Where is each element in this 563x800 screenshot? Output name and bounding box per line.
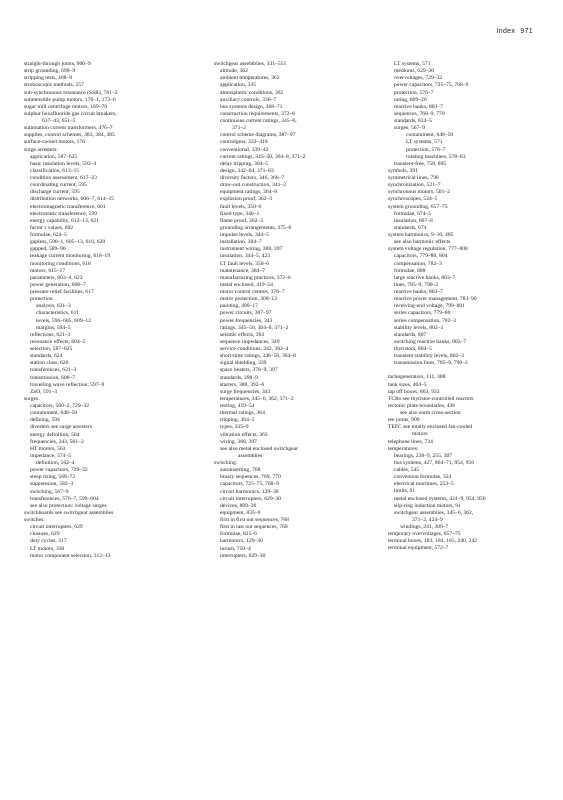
index-subentry: impedance, 574–5 bbox=[30, 452, 72, 459]
index-subentry: formulae, 624–5 bbox=[30, 232, 67, 238]
running-header bbox=[494, 28, 533, 35]
index-subentry: flame proof, 362–3 bbox=[220, 217, 264, 224]
index-subentry: formulae, 808 bbox=[394, 267, 426, 274]
index-subentry: first in last out sequences, 768 bbox=[220, 524, 288, 531]
index-subentry: explosion proof, 362–3 bbox=[220, 196, 273, 203]
index-subentry: transferences, 621–3 bbox=[30, 367, 77, 374]
index-subentry: altitude, 362 bbox=[220, 68, 248, 75]
index-entry: surges: bbox=[24, 395, 40, 402]
index-subentry: LT systems, 571 bbox=[406, 139, 443, 146]
index-subentry: power capacitors, 725–75, 768–9 bbox=[394, 82, 469, 89]
index-subentry: power frequencies, 343 bbox=[220, 317, 273, 324]
index-subentry: circuit interrupters, 629–30 bbox=[220, 495, 282, 502]
index-subentry: stability levels, 802–3 bbox=[394, 324, 444, 331]
index-subentry: rotating machines, 578–83 bbox=[406, 153, 466, 160]
index-entry: surface-cooled motors, 176 bbox=[24, 139, 86, 146]
index-entry: symbols, 391 bbox=[388, 167, 418, 174]
index-entry: telephone lines, 734 bbox=[388, 438, 433, 445]
index-subentry: design, 342–64, 371–83 bbox=[220, 167, 274, 174]
index-subentry: switchgear assemblies, 345–6, 362, bbox=[394, 509, 474, 516]
index-subentry: power capacitors, 729–32 bbox=[30, 467, 88, 474]
index-subentry: signal shielding, 339 bbox=[220, 360, 267, 367]
index-subentry: reactive banks, 803–7 bbox=[394, 289, 443, 295]
index-subentry: series capacitors, 779–80 bbox=[394, 310, 451, 317]
index-subentry: containment, 648–50 bbox=[30, 410, 78, 417]
index-subentry: surge frequencies, 343 bbox=[220, 388, 271, 395]
index-subentry: service conditions, 342, 362–4 bbox=[220, 346, 289, 352]
index-subentry: short-time ratings, 346–50, 364–8 bbox=[220, 353, 296, 360]
index-subentry: vibration effects, 363 bbox=[220, 431, 268, 438]
index-subentry: conventional, 339–42 bbox=[220, 146, 269, 153]
index-subentry: metal enclosed systems, 424–9, 954, 956 bbox=[394, 495, 486, 502]
index-entry: synchroscopes, 524–5 bbox=[388, 196, 438, 203]
index-subentry: thermal ratings, 364 bbox=[220, 410, 265, 417]
index-column-1 bbox=[24, 61, 194, 560]
index-entry: sulphur hexafluoride gas circuit breakers, bbox=[24, 110, 117, 117]
index-subentry: selection, 587–625 bbox=[30, 346, 73, 352]
index-subentry: LT motors, 330 bbox=[30, 545, 65, 552]
index-subentry: electrostatic transference, 599 bbox=[30, 210, 97, 217]
index-subentry: bus systems design, 368–71 bbox=[220, 103, 283, 110]
index-subentry: bearings, 238–9, 255, 307 bbox=[394, 452, 453, 459]
index-subentry: compensation, 782–3 bbox=[394, 260, 442, 267]
index-subentry: thyristors, 804–5 bbox=[394, 346, 432, 352]
index-subentry: 371–2, 424–9 bbox=[412, 516, 443, 523]
index-subentry: starters, 388, 392–6 bbox=[220, 381, 265, 388]
index-subentry: inrush, 750–4 bbox=[220, 545, 251, 552]
index-subentry: coordinating current, 595 bbox=[30, 182, 87, 189]
index-subentry: see also harmonic effects bbox=[394, 239, 451, 246]
index-subentry: lines, 785–9, 790–2 bbox=[394, 281, 439, 288]
index-entry: supplies, control schemes, 383, 384, 385 bbox=[24, 132, 115, 139]
index-subentry: transferences, 576–7, 599–604 bbox=[30, 495, 99, 502]
index-subentry: protection, 576–7 bbox=[394, 89, 434, 96]
index-subentry: electrical machines, 253–5 bbox=[394, 481, 454, 488]
index-subentry: conversion formulae, 324 bbox=[394, 474, 452, 481]
index-entry: switches: bbox=[24, 517, 45, 523]
index-entry: surge arresters: bbox=[24, 146, 58, 153]
index-column-3 bbox=[388, 61, 548, 553]
index-subentry: equipment, 835–6 bbox=[220, 509, 261, 516]
index-subentry: see also earth cross-section bbox=[400, 410, 461, 417]
running-header-label: Index bbox=[496, 28, 516, 35]
index-entry: tee joints, 909 bbox=[388, 417, 420, 424]
index-entry: summation current transformers, 476–7 bbox=[24, 125, 113, 132]
index-entry: switchboards see switchgear assemblies bbox=[24, 509, 114, 516]
index-subentry: energy capability, 612–13, 621 bbox=[30, 217, 99, 224]
index-subentry: installation, 384–7 bbox=[220, 239, 262, 246]
index-subentry: gapped, 589–90 bbox=[30, 246, 66, 253]
index-subentry: equipment ratings, 364–8 bbox=[220, 189, 278, 196]
index-subentry: auxiliary controls, 336–7 bbox=[220, 96, 277, 103]
index-subentry: gapless, 590–1, 605–13, 616, 620 bbox=[30, 239, 106, 246]
index-subentry: diversity factors, 346, 366–7 bbox=[220, 175, 285, 181]
index-subentry: fixed type, 340–1 bbox=[220, 210, 260, 217]
index-entry: stroboscopic methods, 257 bbox=[24, 82, 84, 89]
index-subentry: overvoltages, 729–32 bbox=[394, 75, 443, 82]
index-subentry: application, 587–625 bbox=[30, 153, 78, 160]
index-subentry: duty cycles, 317 bbox=[30, 538, 67, 545]
index-subentry: fault levels, 350–6 bbox=[220, 203, 262, 210]
index-entry: TCRs see thyristor-controlled reactors bbox=[388, 395, 474, 402]
index-entry: terminal boxes, 183, 184, 185, 240, 242 bbox=[388, 538, 478, 545]
page-number: 971 bbox=[520, 28, 533, 35]
index-subentry: switching, 567–9 bbox=[30, 488, 69, 495]
index-column-2 bbox=[214, 61, 369, 560]
index-subentry: motor protection, 308–12 bbox=[220, 296, 278, 303]
index-subentry: basic insulation levels, 593–4 bbox=[30, 160, 97, 167]
index-entry: system harmonics, 9–10, 485 bbox=[388, 232, 454, 238]
index-subentry: application, 335 bbox=[220, 82, 257, 89]
index-subentry: protection, 576–7 bbox=[406, 146, 446, 153]
index-entry: stripping tests, 408–9 bbox=[24, 75, 73, 82]
index-subentry: ambient temperatures, 362 bbox=[220, 75, 280, 82]
index-entry: temperatures: bbox=[388, 445, 419, 452]
index-entry: symmetrical lines, 798 bbox=[388, 175, 439, 181]
index-subentry: HT motors, 563 bbox=[30, 445, 66, 452]
index-subentry: parameters, 603–4, 623 bbox=[30, 274, 83, 281]
index-subentry: surges, 567–9 bbox=[394, 125, 425, 132]
index-subentry: large reactive banks, 803–7 bbox=[394, 274, 456, 281]
index-subentry: transmission, 606–7 bbox=[30, 374, 76, 381]
index-subentry: resonance effects, 604–5 bbox=[30, 338, 86, 345]
index-subentry: cables, 545 bbox=[394, 467, 420, 474]
index-subentry: interrupters, 629–30 bbox=[220, 552, 266, 559]
index-subentry: power circuits, 387–97 bbox=[220, 310, 272, 317]
index-subentry: protection bbox=[30, 296, 53, 303]
index-subentry: wiring, 388, 397 bbox=[220, 438, 257, 445]
index-entry: tap off boxes, 863, 933 bbox=[388, 388, 440, 395]
index-subentry: reactive banks, 803–7 bbox=[394, 103, 443, 110]
index-entry: synchronization, 521–7 bbox=[388, 182, 441, 189]
index-entry: switchgear assemblies, 331–551 bbox=[214, 61, 287, 67]
index-subentry: suppression, 582–3 bbox=[30, 481, 74, 488]
index-subentry: current ratings, 345–50, 364–8, 371–2 bbox=[220, 153, 306, 160]
index-subentry: closures, 629 bbox=[30, 531, 60, 538]
index-subentry: sequence impedances, 349 bbox=[220, 338, 280, 345]
index-subentry: temperatures, 345–6, 362, 371–2 bbox=[220, 395, 294, 402]
index-subentry: autoinserting, 768 bbox=[220, 467, 261, 474]
index-subentry: pressure relief facilities, 617 bbox=[30, 289, 94, 295]
index-subentry: see also protection: voltage surges bbox=[30, 502, 107, 509]
index-subentry: characteristics, 611 bbox=[36, 310, 79, 317]
index-subentry: painting, 400–17 bbox=[220, 303, 258, 310]
index-subentry: formulae, 674–5 bbox=[394, 210, 431, 217]
index-subentry: instrument wiring, 388, 397 bbox=[220, 246, 283, 253]
index-subentry: sequences, 768–9, 770 bbox=[394, 110, 445, 117]
index-subentry: control scheme diagrams, 387–97 bbox=[220, 132, 296, 139]
index-subentry: devices, 809–26 bbox=[220, 502, 257, 509]
index-subentry: definition, 562–4 bbox=[36, 460, 75, 466]
index-subentry: energy definition, 564 bbox=[30, 431, 80, 438]
index-entry: TEFC see totally enclosed fan-cooled bbox=[388, 424, 473, 431]
index-subentry: margins, 594–5 bbox=[36, 324, 71, 331]
index-subentry: motors, 615–17 bbox=[30, 267, 66, 274]
index-subentry: maintenance, 384–7 bbox=[220, 267, 266, 274]
index-subentry: rating, 809–26 bbox=[394, 96, 427, 103]
index-subentry: standards, 674 bbox=[394, 224, 427, 231]
index-subentry: construction requirements, 372–6 bbox=[220, 110, 296, 117]
index-subentry: capacitors, 725–75, 768–9 bbox=[220, 481, 280, 488]
index-entry: straight-through joints, 906–9 bbox=[24, 61, 91, 67]
index-subentry: impulse levels, 344–5 bbox=[220, 232, 269, 238]
index-subentry: insulation, 344–5, 423 bbox=[220, 253, 271, 260]
index-subentry: types, 335–9 bbox=[220, 424, 249, 431]
index-subentry: monitoring conditions, 618 bbox=[30, 260, 91, 267]
index-subentry: capacitors, 580–2, 729–32 bbox=[30, 403, 90, 409]
index-subentry: frequencies, 343, 561–2 bbox=[30, 438, 84, 445]
index-subentry: receiving-end voltage, 799–801 bbox=[394, 303, 465, 310]
index-entry: system voltage regulation, 777–808 bbox=[388, 246, 468, 253]
index-entry: tectonic plate boundaries, 438 bbox=[388, 402, 456, 409]
index-subentry: first in first out sequences, 768 bbox=[220, 517, 289, 523]
index-subentry: leakage current monitoring, 618–19 bbox=[30, 253, 111, 260]
index-subentry: containment, 648–50 bbox=[406, 132, 454, 139]
index-subentry: transient-free, 758, 805 bbox=[394, 160, 447, 167]
index-entry: submersible pump motors, 170–1, 173–6 bbox=[24, 96, 116, 103]
index-subentry: electromagnetic transference, 601 bbox=[30, 203, 106, 210]
index-subentry: standards, 824–5 bbox=[394, 118, 432, 124]
index-subentry: insulation, 667–8 bbox=[394, 217, 433, 224]
index-subentry: 371–2 bbox=[232, 125, 246, 132]
index-subentry: manufacturing practices, 372–6 bbox=[220, 274, 291, 281]
index-subentry: discharge current, 595 bbox=[30, 189, 80, 196]
index-subentry: grounding arrangements, 375–6 bbox=[220, 224, 292, 231]
index-entry: terminal equipment, 572–7 bbox=[388, 545, 449, 552]
index-subentry: switching reactive banks, 803–7 bbox=[394, 338, 467, 345]
index-subentry: standards, 398–9 bbox=[220, 374, 258, 381]
index-subentry: slip-ring induction motors, 91 bbox=[394, 502, 461, 509]
index-subentry: assemblies bbox=[238, 452, 263, 459]
index-subentry: series compensation, 782–3 bbox=[394, 317, 456, 324]
index-subentry: harmonics, 129–30 bbox=[220, 538, 263, 545]
index-subentry: diverters see surge arresters bbox=[30, 424, 92, 431]
index-subentry: reflections, 621–3 bbox=[30, 331, 71, 338]
index-subentry: station class, 620 bbox=[30, 360, 69, 367]
index-subentry: factor r values, 602 bbox=[30, 224, 74, 231]
index-subentry: power generation, 606–7 bbox=[30, 281, 86, 288]
index-subentry: testing, 419–54 bbox=[220, 403, 255, 409]
index-subentry: capacitors, 779–80, 804 bbox=[394, 253, 448, 260]
index-entry: switching: bbox=[214, 460, 238, 466]
index-subentry: defining, 594 bbox=[30, 417, 60, 424]
index-entry: synchronous motors, 501–2 bbox=[388, 189, 450, 196]
index-subentry: motor component selection, 312–13 bbox=[30, 552, 111, 559]
index-subentry: circuit interrupters, 629 bbox=[30, 524, 83, 531]
index-subentry: standards, 807 bbox=[394, 331, 427, 338]
index-subentry: delay tripping, 364–5 bbox=[220, 160, 269, 167]
index-entry: temporary overvoltages, 657–75 bbox=[388, 531, 461, 538]
index-subentry: controlgear, 333–418 bbox=[220, 139, 268, 146]
index-subentry: travelling wave reflection, 597–9 bbox=[30, 381, 105, 388]
index-subentry: classification, 613–15 bbox=[30, 167, 80, 174]
index-subentry: reactive power management, 783–90 bbox=[394, 296, 477, 303]
index-subentry: transient stability levels, 802–3 bbox=[394, 353, 464, 360]
index-subentry: see also metal enclosed switchgear bbox=[220, 445, 298, 452]
index-subentry: condition assessment, 617–23 bbox=[30, 175, 97, 181]
index-subentry: LT systems, 571 bbox=[394, 61, 431, 67]
index-subentry: binary sequences, 769, 770 bbox=[220, 474, 281, 481]
index-subentry: tripping, 364–5 bbox=[220, 417, 255, 424]
index-subentry: distribution networks, 606–7, 614–15 bbox=[30, 196, 115, 203]
index-entry: tank sizes, 404–5 bbox=[388, 381, 427, 388]
index-subentry: 637–43, 651–5 bbox=[42, 118, 76, 124]
index-entry: strip grounding, 698–9 bbox=[24, 68, 76, 75]
index-subentry: standards, 624 bbox=[30, 353, 63, 360]
index-subentry: windings, 241, 306–7 bbox=[400, 524, 449, 531]
index-subentry: space heaters, 378–9, 397 bbox=[220, 367, 278, 374]
index-subentry: seismic effects, 363 bbox=[220, 331, 265, 338]
index-subentry: levels, 596–605, 609–12 bbox=[36, 317, 92, 324]
index-subentry: metal enclosed, 419–54 bbox=[220, 281, 273, 288]
index-subentry: analysis, 621–3 bbox=[36, 303, 71, 310]
index-subentry: motors bbox=[412, 431, 428, 438]
index-subentry: bus systems, 427, 864–71, 954, 956 bbox=[394, 459, 475, 466]
index-entry: system grounding, 657–75 bbox=[388, 203, 448, 210]
index-subentry: atmospheric conditions, 362 bbox=[220, 89, 284, 96]
index-subentry: draw-out construction, 341–2 bbox=[220, 182, 287, 189]
index-subentry: mediums, 629–30 bbox=[394, 68, 435, 75]
index-subentry: LT fault levels, 350–6 bbox=[220, 260, 270, 267]
index-entry: sub-synchronous resonance (SSR), 781–2 bbox=[24, 89, 118, 96]
index-subentry: motor control centres, 376–7 bbox=[220, 289, 285, 295]
index-entry: sugar mill centrifuge motors, 169–70 bbox=[24, 103, 108, 110]
index-subentry: ZnO, 591–3 bbox=[30, 388, 58, 395]
index-subentry: formulae, 825–6 bbox=[220, 531, 257, 538]
index-subentry: ratings, 345–50, 364–8, 371–2 bbox=[220, 324, 289, 331]
index-subentry: circuit harmonics, 129–30 bbox=[220, 488, 279, 495]
index-subentry: steep rising, 566–72 bbox=[30, 474, 76, 481]
index-subentry: transmission lines, 785–9, 790–2 bbox=[394, 360, 468, 367]
index-subentry: limits, 91 bbox=[394, 488, 416, 495]
index-subentry: continuous current ratings, 345–6, bbox=[220, 118, 297, 124]
index-entry: tachogenerators, 111, 308 bbox=[388, 374, 446, 381]
